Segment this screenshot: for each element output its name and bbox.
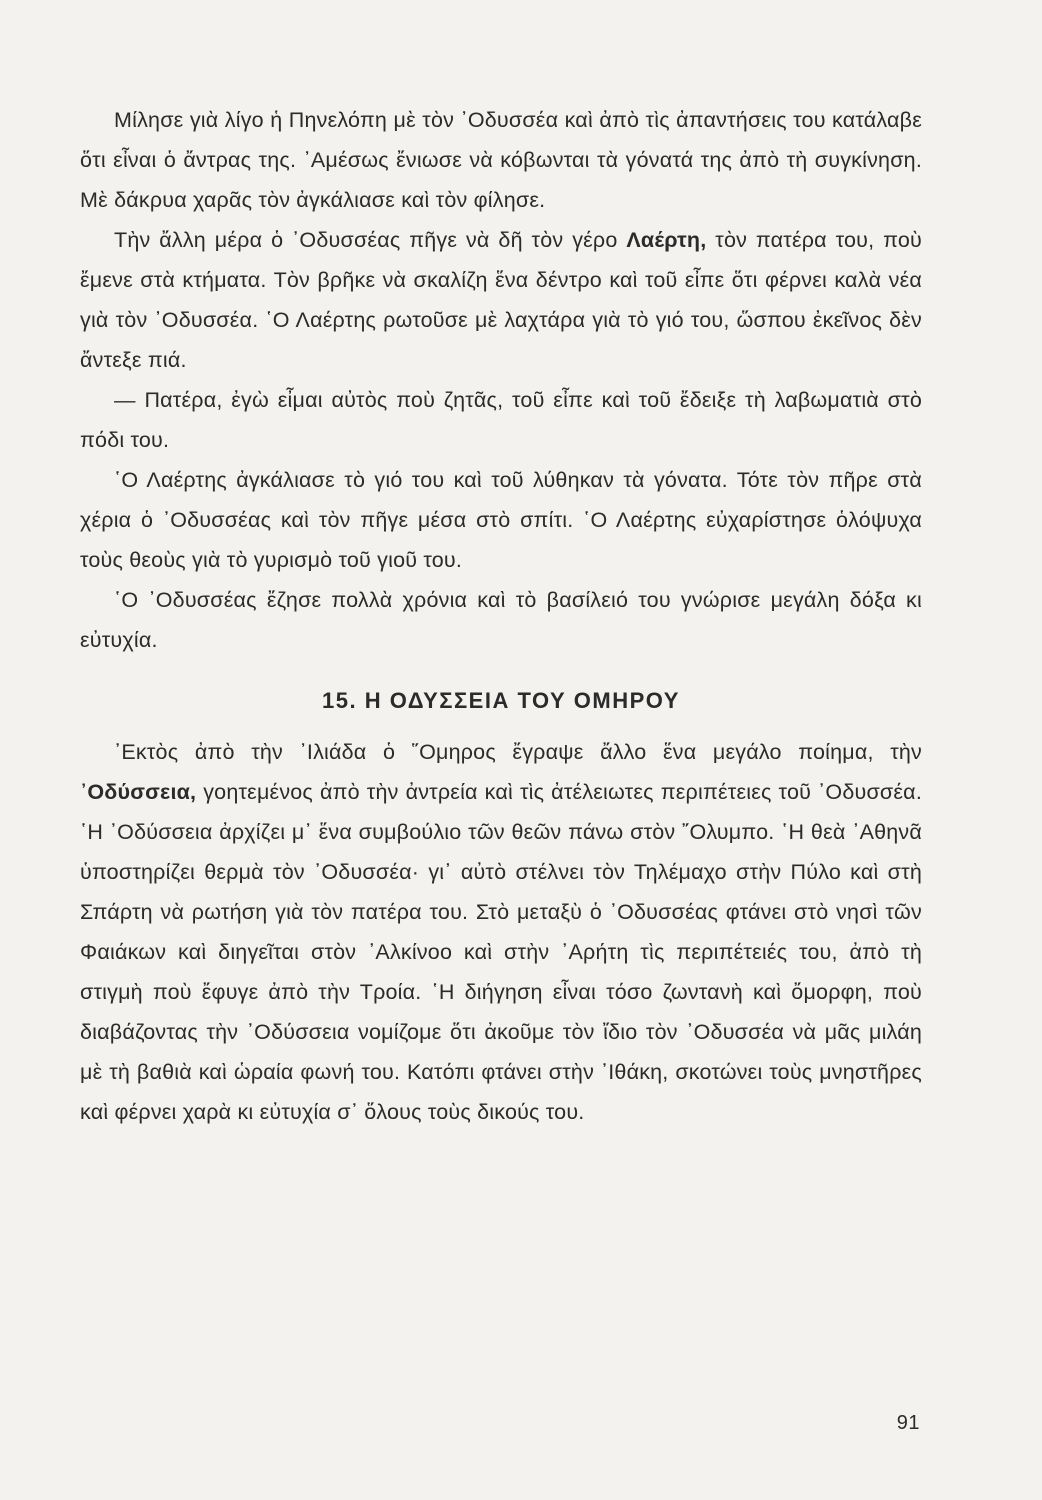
paragraph-odyssey-summary-pre: ᾿Εκτὸς ἀπὸ τὴν ᾿Ιλιάδα ὁ ῞Ομηρος ἔγραψε ἄλλο ἕνα μεγάλο ποίημα, τὴν bbox=[114, 740, 922, 764]
page-number: 91 bbox=[896, 1412, 920, 1434]
paragraph-laertes-visit bbox=[80, 220, 922, 380]
bold-term-odyssey: ᾿Οδύσσεια, bbox=[80, 780, 197, 804]
paragraph-odyssey-summary-post: γοητεμένος ἀπὸ τὴν ἀντρεία καὶ τὶς ἀτέλειωτες περιπέτειες τοῦ ᾿Οδυσσέα. ῾Η ᾿Οδύσσεια ἀρχίζει μ᾿ ἕνα συμβούλιο τῶν θεῶν πάνω στὸν ῎Ολυμπο. ῾Η θεὰ ᾿Αθηνᾶ ὑποστηρίζει θερμὰ τὸν ᾿Οδυσσέα· γι᾿ αὐτὸ στέλνει τὸν Τηλέμαχο στὴν Πύλο καὶ στὴ Σπάρτη νὰ ρωτήση γιὰ τὸν πατέρα του. Στὸ μεταξὺ ὁ ᾿Οδυσσέας φτάνει στὸ νησὶ τῶν Φαιάκων καὶ διηγεῖται στὸν ᾿Αλκίνοο καὶ στὴν ᾿Αρήτη τὶς περιπέτειές του, ἀπὸ τὴ στιγμὴ ποὺ ἔφυγε ἀπὸ τὴν Τροία. ῾Η διήγηση εἶναι τόσο ζωντανὴ καὶ ὄμορφη, ποὺ διαβάζοντας τὴν ᾿Οδύσσεια νομίζομε ὅτι ἀκοῦμε τὸν ἴδιο τὸν ᾿Οδυσσέα νὰ μᾶς μιλάη μὲ τὴ βαθιὰ καὶ ὡραία φωνή του. Κατόπι φτάνει στὴν ᾿Ιθάκη, σκοτώνει τοὺς μνηστῆρες καὶ φέρνει χαρὰ κι εὐτυχία σ᾿ ὅλους τοὺς δικούς του. bbox=[80, 780, 922, 1124]
bold-term-laertes: Λαέρτη, bbox=[626, 228, 707, 252]
paragraph-laertes-visit-pre: Τὴν ἄλλη μέρα ὁ ᾿Οδυσσέας πῆγε νὰ δῆ τὸν γέρο bbox=[114, 228, 627, 252]
paragraph-dialogue: — Πατέρα, ἐγὼ εἶμαι αὐτὸς ποὺ ζητᾶς, τοῦ εἶπε καὶ τοῦ ἔδειξε τὴ λαβωματιὰ στὸ πόδι του. bbox=[80, 388, 922, 452]
paragraph-penelope: Μίλησε γιὰ λίγο ἡ Πηνελόπη μὲ τὸν ᾿Οδυσσέα καὶ ἀπὸ τὶς ἀπαντήσεις του κατάλαβε ὅτι εἶναι ὁ ἄντρας της. ᾿Αμέσως ἔνιωσε νὰ κόβωνται τὰ γόνατά της ἀπὸ τὴ συγκίνηση. Μὲ δάκρυα χαρᾶς τὸν ἀγκάλιασε καὶ τὸν φίλησε. bbox=[80, 108, 922, 212]
page-content bbox=[80, 100, 922, 1132]
paragraph-embrace: ῾Ο Λαέρτης ἀγκάλιασε τὸ γιό του καὶ τοῦ λύθηκαν τὰ γόνατα. Τότε τὸν πῆρε στὰ χέρια ὁ ᾿Οδυσσέας καὶ τὸν πῆγε μέσα στὸ σπίτι. ῾Ο Λαέρτης εὐχαρίστησε ὁλόψυχα τοὺς θεοὺς γιὰ τὸ γυρισμὸ τοῦ γιοῦ του. bbox=[80, 468, 922, 572]
paragraph-laertes-visit-post: τὸν πατέρα του, ποὺ ἔμενε στὰ κτήματα. Τὸν βρῆκε νὰ σκαλίζη ἕνα δέντρο καὶ τοῦ εἶπε ὅτι φέρνει καλὰ νέα γιὰ τὸν ᾿Οδυσσέα. ῾Ο Λαέρτης ρωτοῦσε μὲ λαχτάρα γιὰ τὸ γιό του, ὥσπου ἐκεῖνος δὲν ἄντεξε πιά. bbox=[80, 228, 922, 372]
section-heading: 15. Η ΟΔΥΣΣΕΙΑ ΤΟΥ ΟΜΗΡΟΥ bbox=[322, 688, 680, 713]
paragraph-kingdom: ῾Ο ᾿Οδυσσέας ἔζησε πολλὰ χρόνια καὶ τὸ βασίλειό του γνώρισε μεγάλη δόξα κι εὐτυχία. bbox=[80, 588, 922, 652]
paragraph-odyssey-summary bbox=[80, 732, 922, 1132]
